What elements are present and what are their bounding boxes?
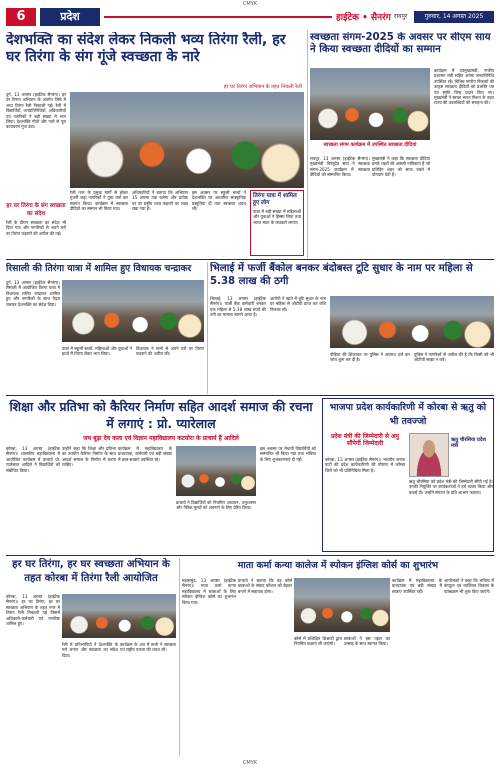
college-photo (294, 578, 390, 632)
story-tiranga-rally-body: रैली नगर के प्रमुख मार्गों से होकर गुजरी जहां नागरिकों ने पुष्प वर्षा कर स्वागत किया। कार्यक्रम में स्वच्छता दीदियों का सम्मान भी किया गया। (70, 190, 128, 212)
story-bank-fraud-body: भिलाई, 13 अगस्त (हाईटेक सैनरंग)। फर्जी बैंक कर्मचारी बनकर एक महिला से 5.38 लाख रुपये की ठगी का मामला सामने आया है। (210, 296, 266, 318)
story-bank-fraud-body: पुलिस ने नागरिकों से अपील की है कि किसी को भी ओटीपी साझा न करें। (414, 352, 494, 363)
story-kanya-college-body: प्राचार्य ने बताया कि यह कोर्स छात्राओं के संवाद कौशल को बेहतर बनाने में सहायक होगा। (238, 578, 292, 594)
story-education-headline: शिक्षा और प्रतिभा को कैरियर निर्माण सहित आदर्श समाज की रचना में लगाएं : प्रो. प्यारेलाल (9, 399, 313, 431)
page-header (6, 8, 494, 26)
story-education-subhead: जय बूढ़ा देव कला एवं विज्ञान महाविद्यालय कटघोरा के प्राचार्य हैं आदिले (83, 435, 239, 442)
korba-rally-photo (62, 594, 176, 638)
mla-yatra-photo (62, 280, 204, 342)
column-rule (307, 30, 308, 258)
edition-date: गुरुवार, 14 अगस्त 2025 (414, 11, 494, 23)
story-bank-fraud-body: आरोपी ने खाते में त्रुटि सुधार के नाम पर महिला से ओटीपी प्राप्त कर राशि निकाल ली। (270, 296, 326, 312)
story-tiranga-rally-body: दुर्ग, 13 अगस्त (हाईटेक सैनरंग)। हर घर तिरंगा अभियान के अंतर्गत जिले में भव्य तिरंगा रैली निकाली गई। रैली में विद्यार्थियों, जनप्रतिनिधियों, अधिकारियों एवं नागरिकों ने बड़ी संख्या में भाग लिया। देशभक्ति गीतों और नारों से पूरा वातावरण गूंज उठा। (6, 92, 66, 130)
story-bjp-subhead: प्रदेश मंत्री की जिम्मेदारी से अनु सौंपेगीं जिम्मेदारी (331, 433, 399, 447)
section-name: प्रदेश (40, 8, 100, 26)
education-photo (176, 446, 256, 496)
story-korba-tiranga-body: कार्यक्रम के अंत में सभी ने स्वच्छता एवं राष्ट्रीय एकता की शपथ ली। (120, 642, 176, 653)
cmyk-mark-bottom: CMYK (242, 760, 258, 766)
bank-fraud-photo (330, 296, 494, 348)
story-kanya-college-headline: माता कर्मा कन्या कालेज में स्पोकन इंग्लिश कोर्स का शुभारंभ (237, 560, 439, 571)
story-mla-yatra-body: दुर्ग, 13 अगस्त (हाईटेक सैनरंग)। रिसाली में आयोजित तिरंगा यात्रा में विधायक ललित चन्द्राकर शामिल हुए और नागरिकों के साथ पैदल चलकर देशभक्ति का संदेश दिया। (6, 280, 60, 307)
story-kanya-college-body: छात्राओं ने इस पहल का उत्साह के साथ स्वागत किया। (344, 636, 390, 647)
story-kanya-college-body: कोर्स में प्रशिक्षित शिक्षकों द्वारा नियमित कक्षाएं ली जाएंगी। (294, 636, 342, 647)
rally-side-box-heading: तिरंगा यात्रा में शामिल हुए लोग (253, 193, 297, 206)
story-education-body: उन्होंने कहा कि शिक्षा और प्रतिभा का उपयोग कैरियर निर्माण के साथ आदर्श समाज के निर्माण में करना चाहिए। (62, 446, 116, 468)
story-education-body: कोरबा, 13 अगस्त (हाईटेक सैनरंग)। शासकीय महाविद्यालय में आयोजित कार्यक्रम में प्राचार्य प्रो. प्यारेलाल आदिले ने विद्यार्थियों को संबोधित किया। (6, 446, 60, 473)
swachhta-photo (310, 68, 430, 140)
story-tiranga-rally-caption: हर घर तिरंगा अभियान के तहत निकली रैली (223, 84, 302, 90)
story-bjp-body: ऋतु चौरसिया को प्रदेश मंत्री की जिम्मेदारी सौंपी गई है। उनकी नियुक्ति पर कार्यकर्ताओं ने हर्ष व्यक्त किया और बधाई दी। उन्होंने संगठन के प्रति आभार जताया। (409, 479, 493, 495)
story-swachhta-body: कार्यक्रम में उपमुख्यमंत्री, नगरीय प्रशासन मंत्री सहित अनेक जनप्रतिनिधि उपस्थित रहे। विभिन्न नगरीय निकायों की उत्कृष्ट स्वच्छता दीदियों को प्रशस्ति पत्र एवं स्मृति चिन्ह प्रदान किए गए। मुख्यमंत्री ने स्वच्छ भारत मिशन के तहत राज्य की उपलब्धियों की सराहना की। (434, 68, 494, 106)
story-tiranga-rally-body: रैली के दौरान स्वच्छता का संदेश भी दिया गया और नागरिकों से अपने घरों पर तिरंगा फहराने की अपील की गई। (6, 220, 66, 236)
story-bjp-body: कोरबा, 13 अगस्त (हाईटेक सैनरंग)। भारतीय जनता पार्टी की प्रदेश कार्यकारिणी की घोषणा में कोरबा जिले को भी प्रतिनिधित्व मिला है। (325, 457, 405, 473)
story-bjp-headline: भाजपा प्रदेश कार्यकारिणी में कोरबा से ऋतु को भी तवज्जो (329, 402, 487, 427)
cmyk-mark-top: CMYK (242, 1, 258, 7)
section-divider (6, 555, 494, 556)
story-tiranga-rally-subhead: हर घर तिरंगा के संग स्वच्छता का संदेश (6, 203, 66, 217)
section-divider (6, 395, 494, 396)
story-tiranga-rally-headline: देशभक्ति का संदेश लेकर निकली भव्य तिरंगा रैली, हर घर तिरंगा के संग गूंजे स्वच्छता के नारे (6, 32, 286, 65)
portrait-photo (409, 433, 449, 477)
story-mla-yatra-body: यात्रा में स्कूली बच्चों, महिलाओं और युवाओं ने हाथों में तिरंगा लेकर भाग लिया। (62, 346, 132, 357)
story-mla-yatra-body: विधायक ने सभी से अपने घरों पर तिरंगा फहराने की अपील की। (136, 346, 204, 357)
story-swachhta-body: मुख्यमंत्री ने कहा कि स्वच्छता दीदियां हमारे शहरों की असली नायिकाएं हैं जो प्रतिदिन शहर को साफ रखने में योगदान देती हैं। (372, 156, 430, 178)
rally-side-box-body: यात्रा में बड़ी संख्या में महिलाओं और युवाओं ने हिस्सा लिया तथा भारत माता के जयकारे लगाए। (253, 209, 301, 225)
edition-city: रायपुर (394, 13, 408, 20)
bjp-story-box (322, 398, 494, 552)
story-kanya-college-body: आयोजकों ने कहा कि भविष्य में कंप्यूटर एवं व्यक्तित्व विकास के पाठ्यक्रम भी शुरू किए जाएंगे। (444, 578, 494, 594)
story-swachhta-headline: स्वच्छता संगम-2025 के अवसर पर सीएम साय ने किया स्वच्छता दीदियों का सम्मान (310, 32, 491, 55)
story-tiranga-rally-body: इस अवसर पर स्कूली बच्चों ने देशभक्ति पर आधारित सांस्कृतिक प्रस्तुतियां दीं तथा स्वच्छता शपथ ली। (192, 190, 246, 212)
rally-side-box (250, 190, 304, 256)
portrait-caption: ऋतु चौरसिया प्रदेश मंत्री (451, 437, 486, 449)
story-bank-fraud-headline: भिलाई में फर्जी बैंकोल बनकर बंदोबस्त टूटि सुधार के नाम पर महिला से 5.38 लाख की ठगी (210, 263, 473, 287)
header-rule (104, 16, 332, 18)
column-rule (207, 262, 208, 394)
column-rule (179, 558, 180, 756)
masthead-logo: हाईटेक • सैनरंग (336, 13, 391, 23)
page-number: 6 (6, 8, 36, 26)
story-mla-yatra-headline: रिसाली की तिरंगा यात्रा में शामिल हुए विधायक चन्द्राकर (6, 263, 192, 274)
story-bank-fraud-body: पीड़िता की शिकायत पर पुलिस ने अपराध दर्ज कर जांच शुरू कर दी है। (330, 352, 410, 363)
story-kanya-college-body: कार्यक्रम में महाविद्यालय के प्राध्यापक एवं बड़ी संख्या में छात्राएं उपस्थित रहीं। (392, 578, 442, 594)
story-education-body: इस अवसर पर मेधावी विद्यार्थियों को सम्मानित भी किया गया तथा भविष्य के लिए शुभकामनाएं दी गईं। (260, 446, 316, 462)
story-swachhta-caption: स्वच्छता संगम कार्यक्रम में उपस्थित स्वच्छता दीदियां (323, 142, 417, 148)
story-education-body: प्राचार्य ने विद्यार्थियों को नियमित अध्ययन, अनुशासन और नैतिक मूल्यों को अपनाने के लिए प्रेरित किया। (176, 500, 256, 511)
section-divider (6, 259, 494, 260)
story-kanya-college-body: महासमुंद, 13 अगस्त (हाईटेक सैनरंग)। माता कर्मा कन्या महाविद्यालय में छात्राओं के लिए स्पोकन इंग्लिश कोर्स का शुभारंभ किया गया। (182, 578, 236, 605)
story-swachhta-body: रायपुर, 13 अगस्त (हाईटेक सैनरंग)। मुख्यमंत्री विष्णुदेव साय ने स्वच्छता संगम-2025 कार्यक्रम में स्वच्छता दीदियों को सम्मानित किया। (310, 156, 370, 178)
rally-photo (70, 92, 304, 188)
story-korba-tiranga-body: रैली में प्रतिभागियों ने देशभक्ति के नारे लगाए और स्वच्छता का संदेश दिया। (62, 642, 118, 658)
story-education-body: कार्यक्रम में महाविद्यालय के प्राध्यापक, कर्मचारी एवं बड़ी संख्या में छात्र-छात्राएं उपस्थित रहे। (118, 446, 172, 462)
story-tiranga-rally-body: अधिकारियों ने बताया कि अभियान 15 अगस्त तक चलेगा और प्रत्येक घर पर राष्ट्रीय ध्वज फहराने का लक्ष्य रखा गया है। (132, 190, 188, 212)
story-korba-tiranga-body: कोरबा, 13 अगस्त (हाईटेक सैनरंग)। हर घर तिरंगा, हर घर स्वच्छता अभियान के तहत नगर में तिरंगा रैली निकाली गई जिसमें अधिकारी-कर्मचारी एवं नागरिक शामिल हुए। (6, 594, 60, 627)
story-korba-tiranga-headline: हर घर तिरंगा, हर घर स्वच्छता अभियान के तहत कोरबा में तिरंगा रैली आयोजित (12, 559, 170, 584)
